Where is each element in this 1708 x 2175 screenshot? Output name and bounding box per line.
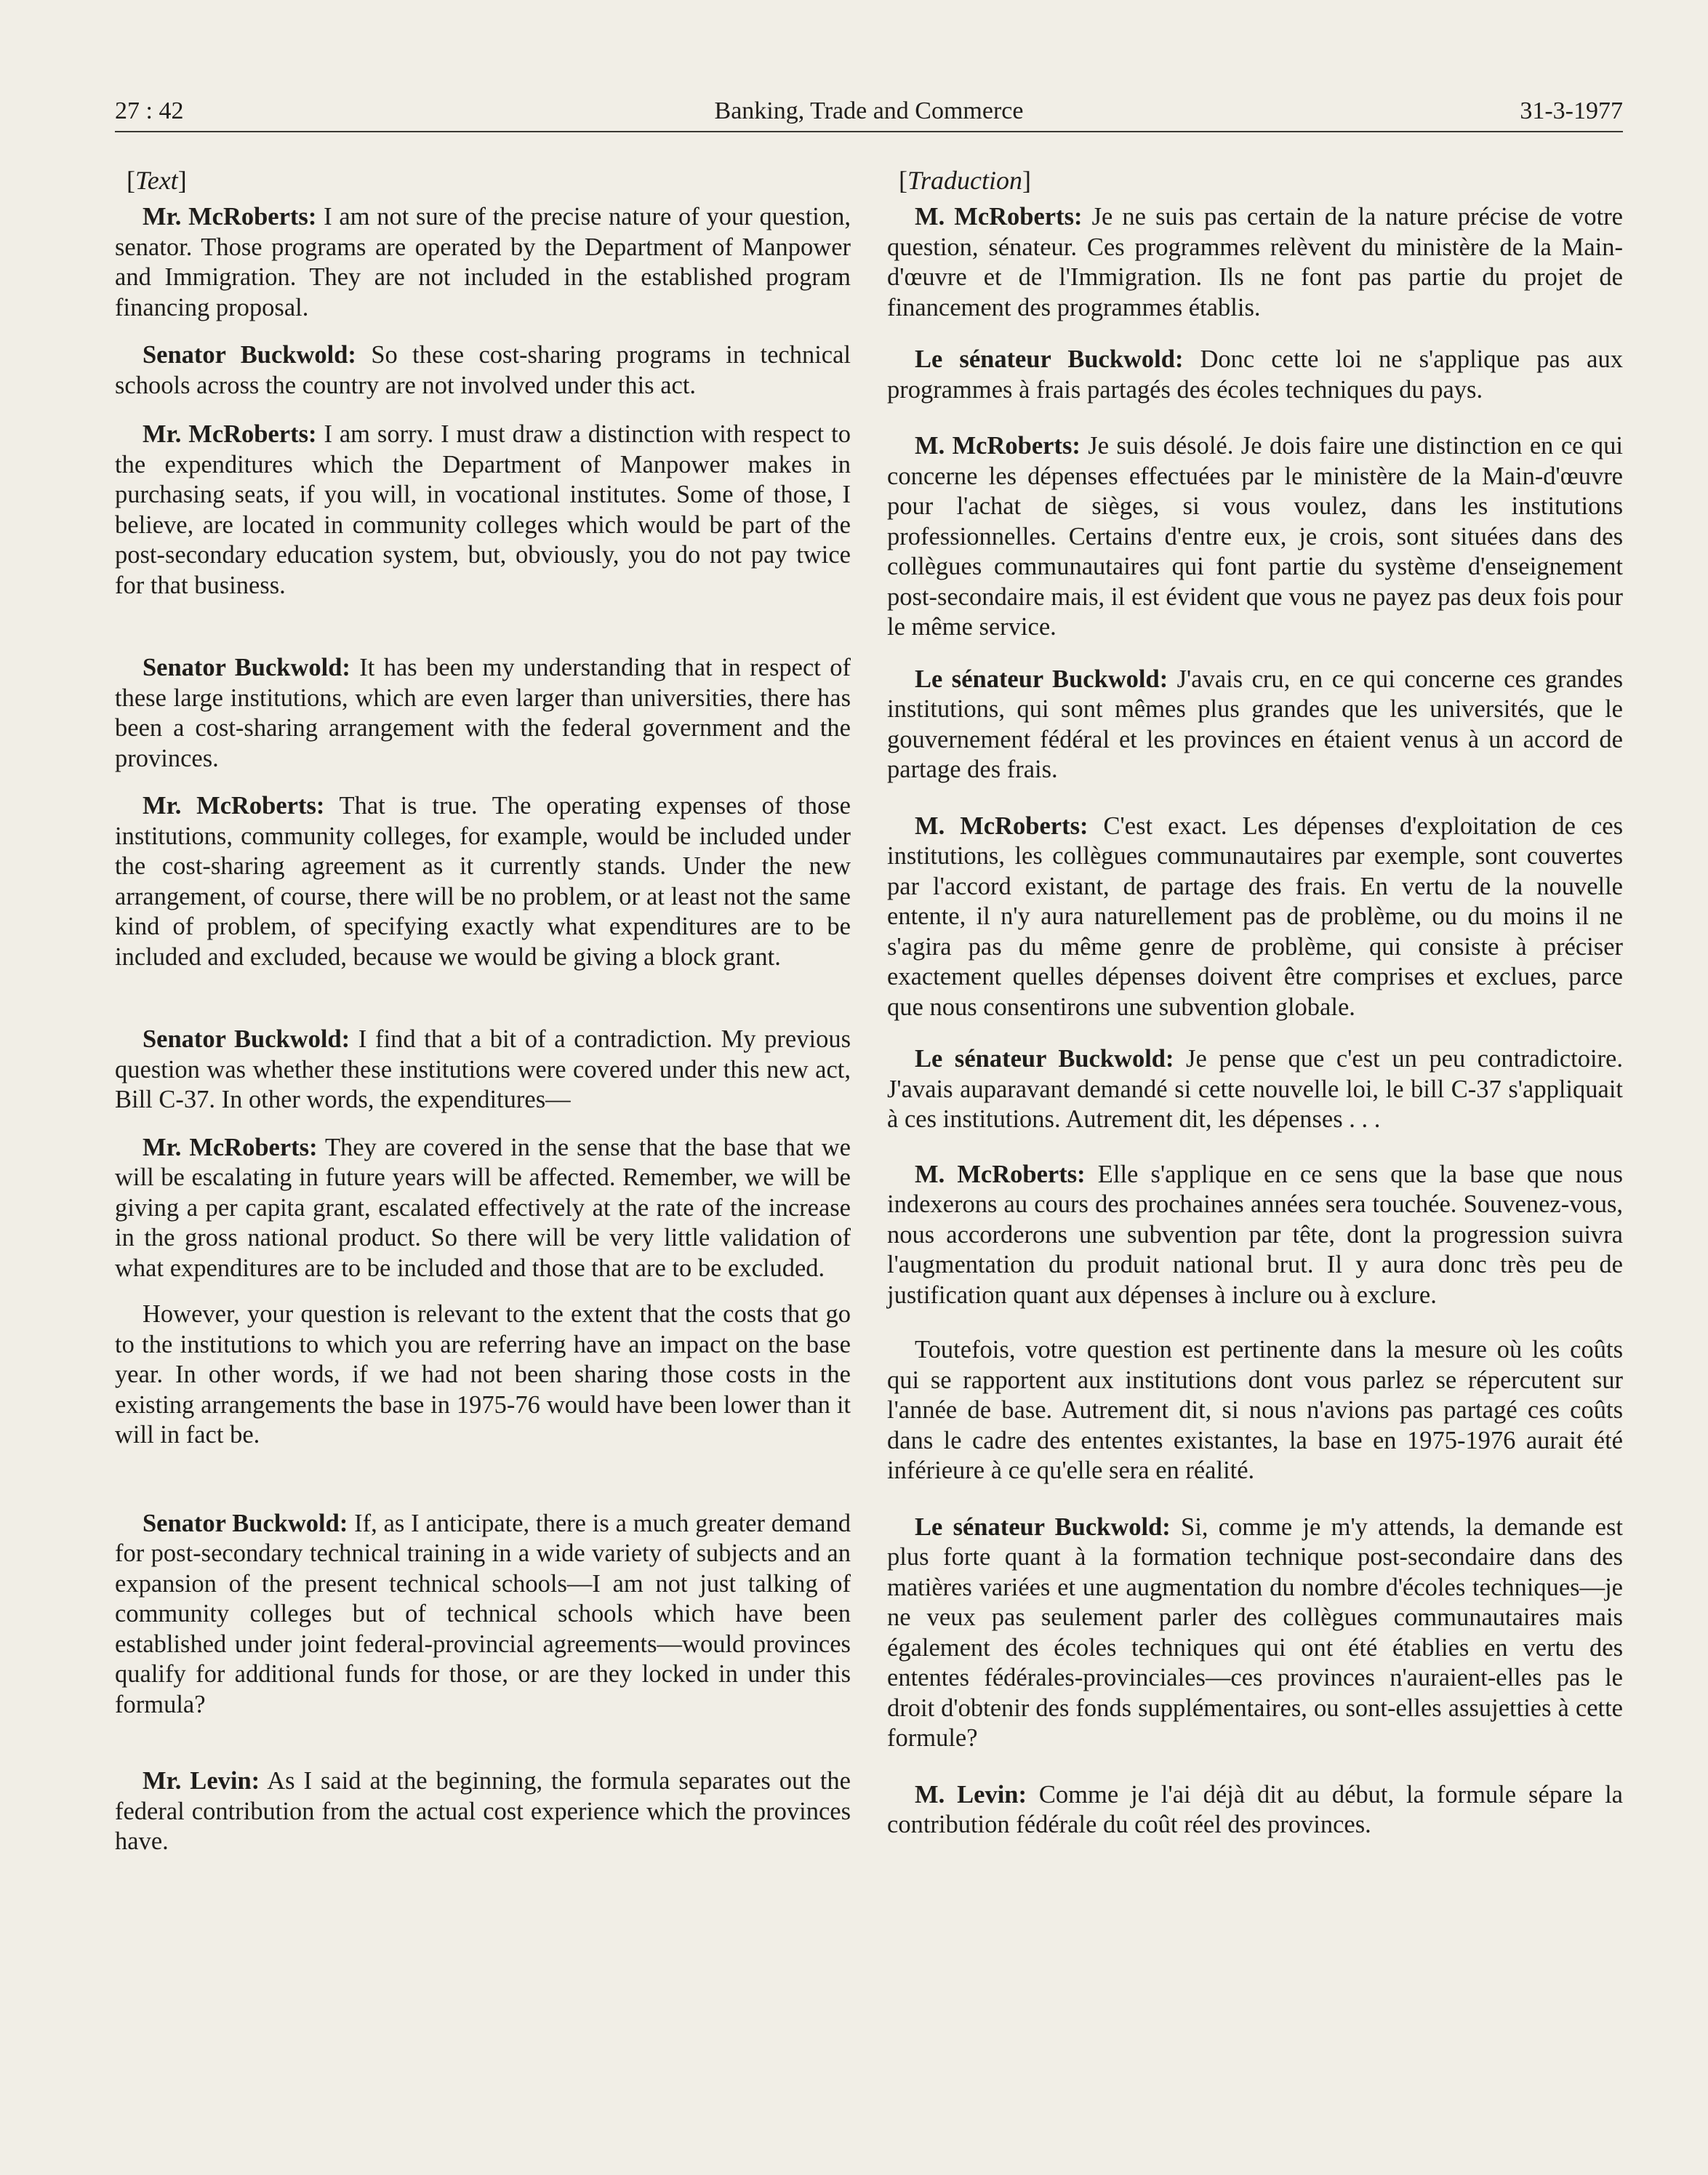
speaker-name: Senator Buckwold: bbox=[143, 341, 356, 369]
paragraph-text: Comme je l'ai déjà dit au début, la formule sépare la contribution fédérale du coût réel des provinces. bbox=[887, 1780, 1623, 1838]
running-header bbox=[115, 92, 1623, 132]
paragraph-text: They are covered in the sense that the base that we will be escalating in future years will be affected. Remember, we will be giving a per capita grant, escalated effectively at the rate of the increase in the gross national product. So there will be very little validation of what expenditures are to be included and those that are to be excluded. bbox=[115, 1133, 851, 1282]
paragraph bbox=[887, 1335, 1623, 1486]
speaker-name: M. Levin: bbox=[915, 1780, 1027, 1809]
paragraph-text: Je pense que c'est un peu contradictoire. J'avais auparavant demandé si cette nouvelle loi, le bill C-37 s'appliquait à ces institutions. Autrement dit, les dépenses . . . bbox=[887, 1045, 1623, 1133]
paragraph bbox=[887, 431, 1623, 643]
paragraph-text: So these cost-sharing programs in technical schools across the country are not involved under this act. bbox=[115, 341, 851, 399]
paragraph-text: Je ne suis pas certain de la nature précise de votre question, sénateur. Ces programmes relèvent du ministère de la Main-d'œuvre et de l'Immigration. Ils ne font pas partie du projet de financement des programmes établis. bbox=[887, 203, 1623, 321]
speaker-name: Mr. McRoberts: bbox=[143, 1133, 318, 1161]
paragraph bbox=[115, 202, 851, 323]
translation-tag: [Traduction] bbox=[899, 166, 1032, 195]
paragraph-text: If, as I anticipate, there is a much greater demand for post-secondary technical training in a wide variety of subjects and an expansion of the present technical schools—I am not just talking of community colleges but of technical schools which have been established under joint federal-provincial agreements—would provinces qualify for additional funds for those, or are they locked in under this formula? bbox=[115, 1509, 851, 1718]
paragraph bbox=[115, 420, 851, 601]
paragraph-text: I find that a bit of a contradiction. My previous question was whether these institutions were covered under this new act, Bill C-37. In other words, the expenditures— bbox=[115, 1025, 851, 1113]
paragraph-text: J'avais cru, en ce qui concerne ces grandes institutions, qui sont mêmes plus grandes que les universités, que le gouvernement fédéral et les provinces en étaient venus à un accord de partage des frais. bbox=[887, 665, 1623, 783]
paragraph bbox=[887, 1513, 1623, 1754]
speaker-name: Le sénateur Buckwold: bbox=[915, 1513, 1171, 1541]
section-title: Banking, Trade and Commerce bbox=[714, 97, 1024, 124]
paragraph bbox=[115, 653, 851, 774]
paragraph-text: Je suis désolé. Je dois faire une distinction en ce qui concerne les dépenses effectuées par le ministère de la Main-d'œuvre pour l'achat de sièges, si vous voulez, dans les institutions professionnelles. Certains d'entre eux, je crois, sont situées dans des collègues communautaires qui font partie du système d'enseignement post-secondaire mais, il est évident que vous ne payez pas deux fois pour le même service. bbox=[887, 432, 1623, 641]
speaker-name: Mr. McRoberts: bbox=[143, 420, 317, 448]
paragraph bbox=[115, 1025, 851, 1115]
paragraph-text: I am sorry. I must draw a distinction with respect to the expenditures which the Department of Manpower makes in purchasing seats, if you will, in vocational institutes. Some of those, I believe, are located in community colleges which would be part of the post-secondary education system, but, obviously, you do not pay twice for that business. bbox=[115, 420, 851, 599]
paragraph bbox=[115, 1766, 851, 1857]
paragraph bbox=[115, 340, 851, 401]
paragraph-text: C'est exact. Les dépenses d'exploitation de ces institutions, les collègues communautaires par exemple, sont couvertes par l'accord existant, de partage des frais. En vertu de la nouvelle entente, il n'y aura naturellement pas de problème, ou du moins il ne s'agira pas du même genre de problème, qui consiste à préciser exactement quelles dépenses doivent être comprises et exclues, parce que nous consentirons une subvention globale. bbox=[887, 812, 1623, 1021]
paragraph-text: Si, comme je m'y attends, la demande est plus forte quant à la formation technique post-secondaire dans des matières variées et une augmentation du nombre d'écoles techniques—je ne veux pas seulement parler des collègues communautaires mais également des écoles techniques qui ont été établies en vertu des ententes fédérales-provinciales—ces provinces n'auraient-elles pas le droit d'obtenir des fonds supplémentaires, ou sont-elles assujetties à cette formule? bbox=[887, 1513, 1623, 1752]
paragraph bbox=[115, 1299, 851, 1451]
speaker-name: Le sénateur Buckwold: bbox=[915, 1045, 1174, 1073]
speaker-name: M. McRoberts: bbox=[915, 812, 1088, 840]
paragraph-text: Elle s'applique en ce sens que la base que nous indexerons au cours des prochaines années sera touchée. Souvenez-vous, nous accorderons une subvention par tête, dont la progression suivra l'augmentation du produit national brut. Il y aura donc très peu de justification quant aux dépenses à inclure ou à exclure. bbox=[887, 1160, 1623, 1309]
paragraph bbox=[115, 1133, 851, 1284]
paragraph-text: I am not sure of the precise nature of your question, senator. Those programs are operated by the Department of Manpower and Immigration. They are not included in the established program financing proposal. bbox=[115, 203, 851, 321]
paragraph bbox=[887, 1780, 1623, 1840]
paragraph bbox=[887, 345, 1623, 405]
speaker-name: M. McRoberts: bbox=[915, 203, 1083, 231]
paragraph-text: That is true. The operating expenses of those institutions, community colleges, for example, would be included under the cost-sharing agreement as it currently stands. Under the new arrangement, of course, there will be no problem, or at least not the same kind of problem, of specifying exactly what expenditures are to be included and excluded, because we would be giving a block grant. bbox=[115, 792, 851, 971]
speaker-name: Le sénateur Buckwold: bbox=[915, 345, 1184, 373]
paragraph bbox=[887, 202, 1623, 323]
paragraph-text: However, your question is relevant to the extent that the costs that go to the institutions to which you are referring have an impact on the base year. In other words, if we had not been sharing those costs in the existing arrangements the base in 1975-76 would have been lower than it will in fact be. bbox=[115, 1300, 851, 1449]
page-number: 27 : 42 bbox=[115, 97, 184, 124]
speaker-name: Senator Buckwold: bbox=[143, 654, 350, 681]
speaker-name: Senator Buckwold: bbox=[143, 1509, 348, 1537]
speaker-name: M. McRoberts: bbox=[915, 1160, 1086, 1188]
speaker-name: Mr. McRoberts: bbox=[143, 792, 325, 820]
paragraph bbox=[115, 1509, 851, 1721]
paragraph-text: Donc cette loi ne s'applique pas aux programmes à frais partagés des écoles techniques du pays. bbox=[887, 345, 1623, 404]
paragraph-text: It has been my understanding that in respect of these large institutions, which are even larger than universities, there has been a cost-sharing arrangement with the federal government and the provinces. bbox=[115, 654, 851, 772]
speaker-name: Le sénateur Buckwold: bbox=[915, 665, 1168, 693]
paragraph bbox=[887, 1160, 1623, 1311]
paragraph bbox=[887, 812, 1623, 1023]
speaker-name: Mr. McRoberts: bbox=[143, 203, 317, 231]
speaker-name: M. McRoberts: bbox=[915, 432, 1080, 460]
paragraph-text: Toutefois, votre question est pertinente dans la mesure où les coûts qui se rapportent aux institutions dont vous parlez se répercutent sur l'année de base. Autrement dit, si nous n'avions pas partagé ces coûts dans le cadre des ententes existantes, la base en 1975-1976 aurait été inférieure à ce qu'elle sera en réalité. bbox=[887, 1336, 1623, 1484]
english-column bbox=[115, 164, 851, 1873]
french-column bbox=[887, 164, 1623, 1856]
speaker-name: Mr. Levin: bbox=[143, 1767, 260, 1795]
paragraph bbox=[115, 791, 851, 972]
speaker-name: Senator Buckwold: bbox=[143, 1025, 350, 1053]
text-tag: [Text] bbox=[127, 166, 187, 195]
paragraph-text: As I said at the beginning, the formula separates out the federal contribution from the actual cost experience which the provinces have. bbox=[115, 1767, 851, 1855]
paragraph bbox=[887, 1044, 1623, 1135]
paragraph bbox=[887, 665, 1623, 785]
page-date: 31-3-1977 bbox=[1520, 97, 1623, 124]
